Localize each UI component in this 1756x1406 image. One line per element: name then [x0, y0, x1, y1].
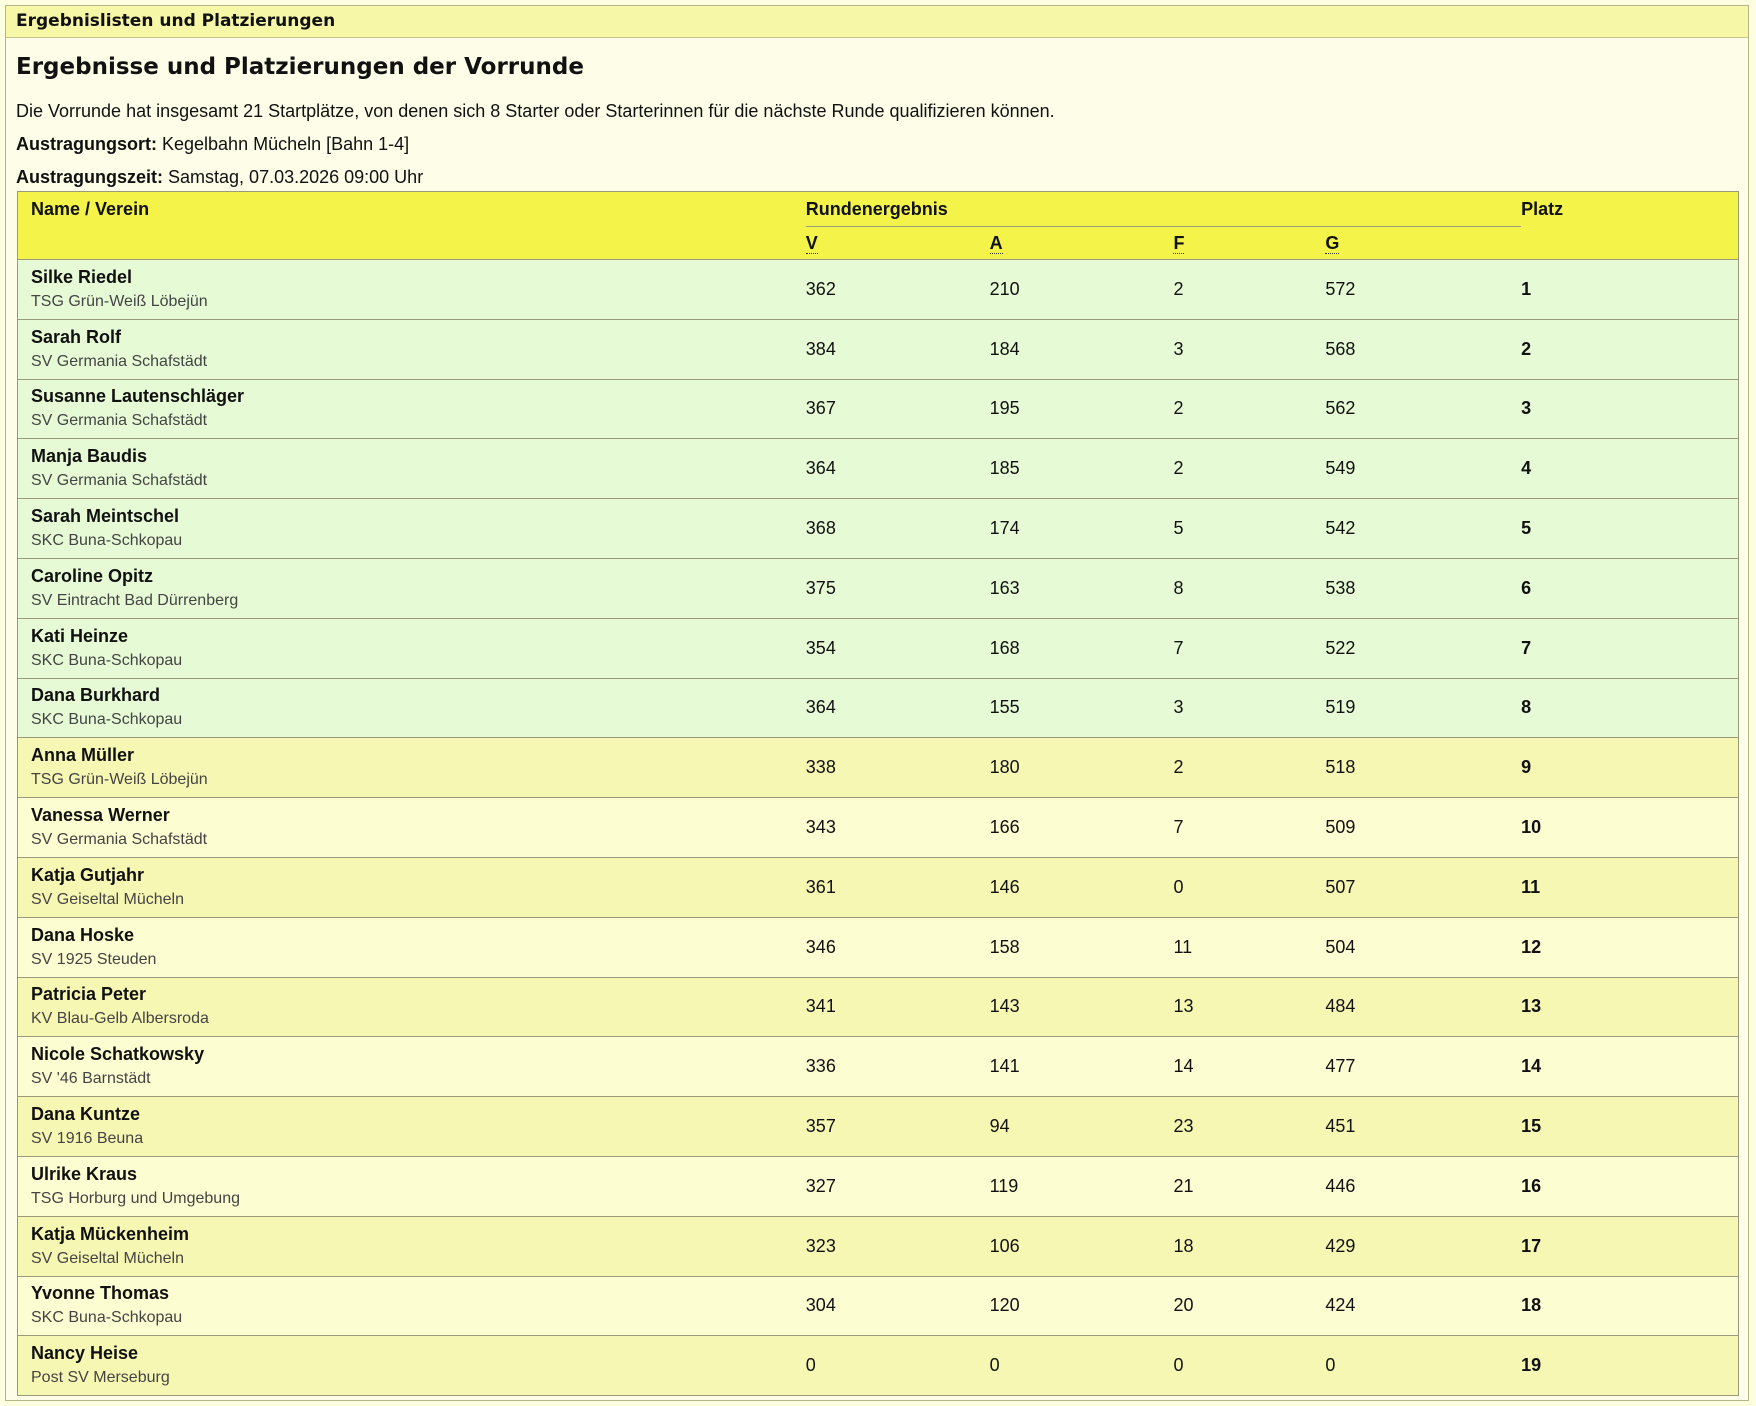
score-a: 210: [990, 260, 1174, 320]
participant-club: SV '46 Barnstädt: [31, 1070, 151, 1088]
name-club-cell: [18, 558, 806, 618]
score-g: 538: [1325, 558, 1521, 618]
rank: 3: [1521, 379, 1738, 439]
rank: 11: [1521, 857, 1738, 917]
table-row: [18, 678, 1739, 738]
name-club-cell: [18, 499, 806, 559]
name-club-cell: [18, 1037, 806, 1097]
abbr-g[interactable]: G: [1325, 232, 1340, 253]
name-club-cell: [18, 439, 806, 499]
name-club-cell: [18, 260, 806, 320]
rank: 12: [1521, 917, 1738, 977]
score-v: 361: [806, 857, 990, 917]
score-g: 522: [1325, 618, 1521, 678]
score-a: 141: [990, 1037, 1174, 1097]
score-f: 2: [1173, 260, 1325, 320]
score-f: 2: [1173, 738, 1325, 798]
panel-content: [6, 38, 1748, 194]
score-v: 0: [806, 1336, 990, 1396]
participant-club: TSG Horburg und Umgebung: [31, 1189, 240, 1207]
score-g: 542: [1325, 499, 1521, 559]
participant-club: TSG Grün-Weiß Löbejün: [31, 292, 208, 310]
table-row: [18, 558, 1739, 618]
score-a: 174: [990, 499, 1174, 559]
score-g: 429: [1325, 1216, 1521, 1276]
score-v: 368: [806, 499, 990, 559]
score-f: 2: [1173, 379, 1325, 439]
table-row: [18, 439, 1739, 499]
score-a: 184: [990, 319, 1174, 379]
header-g: [1325, 227, 1521, 260]
table-row: [18, 1097, 1739, 1157]
name-club-cell: [18, 738, 806, 798]
table-row: [18, 798, 1739, 858]
score-v: 384: [806, 319, 990, 379]
score-f: 23: [1173, 1097, 1325, 1157]
table-row: [18, 499, 1739, 559]
table-row: [18, 1156, 1739, 1216]
participant-name: Manja Baudis: [31, 446, 148, 467]
participant-name: Caroline Opitz: [31, 565, 154, 586]
name-club-cell: [18, 1336, 806, 1396]
score-v: 323: [806, 1216, 990, 1276]
score-v: 364: [806, 678, 990, 738]
header-round-result: [806, 192, 1521, 228]
participant-club: SV Germania Schafstädt: [31, 472, 208, 490]
score-g: 504: [1325, 917, 1521, 977]
score-v: 346: [806, 917, 990, 977]
name-club-cell: [18, 917, 806, 977]
participant-name: Sarah Rolf: [31, 326, 122, 347]
round-result-label: Rundenergebnis: [806, 192, 1521, 227]
rank: 6: [1521, 558, 1738, 618]
rank: 18: [1521, 1276, 1738, 1336]
round-description: Die Vorrunde hat insgesamt 21 Startplätze, von denen sich 8 Starter oder Starterinnen für die nächste Runde qualifizieren können.: [16, 101, 1055, 121]
results-panel: [5, 5, 1749, 1401]
score-g: 562: [1325, 379, 1521, 439]
score-f: 2: [1173, 439, 1325, 499]
score-f: 13: [1173, 977, 1325, 1037]
name-club-cell: [18, 319, 806, 379]
abbr-f[interactable]: F: [1173, 232, 1185, 253]
score-a: 163: [990, 558, 1174, 618]
participant-name: Dana Burkhard: [31, 685, 161, 706]
score-f: 3: [1173, 678, 1325, 738]
score-g: 507: [1325, 857, 1521, 917]
page-title: Ergebnisse und Platzierungen der Vorrunde: [16, 54, 584, 80]
score-v: 362: [806, 260, 990, 320]
score-f: 0: [1173, 1336, 1325, 1396]
participant-club: KV Blau-Gelb Albersroda: [31, 1010, 209, 1028]
rank: 8: [1521, 678, 1738, 738]
participant-name: Dana Hoske: [31, 924, 135, 945]
score-a: 143: [990, 977, 1174, 1037]
score-a: 180: [990, 738, 1174, 798]
time-label: Austragungszeit:: [16, 167, 164, 187]
abbr-v[interactable]: V: [805, 232, 818, 253]
score-a: 195: [990, 379, 1174, 439]
score-f: 11: [1173, 917, 1325, 977]
score-f: 5: [1173, 499, 1325, 559]
participant-club: SV Germania Schafstädt: [31, 352, 208, 370]
participant-name: Kati Heinze: [31, 625, 129, 646]
rank: 15: [1521, 1097, 1738, 1157]
score-f: 7: [1173, 618, 1325, 678]
score-f: 20: [1173, 1276, 1325, 1336]
participant-club: SV 1925 Steuden: [31, 950, 157, 968]
participant-name: Silke Riedel: [31, 266, 133, 287]
rank: 16: [1521, 1156, 1738, 1216]
score-v: 367: [806, 379, 990, 439]
score-a: 166: [990, 798, 1174, 858]
name-club-cell: [18, 1216, 806, 1276]
score-f: 0: [1173, 857, 1325, 917]
participant-name: Anna Müller: [31, 745, 135, 766]
results-body: [18, 260, 1739, 1396]
score-f: 14: [1173, 1037, 1325, 1097]
participant-name: Katja Mückenheim: [31, 1223, 190, 1244]
rank: 4: [1521, 439, 1738, 499]
participant-name: Dana Kuntze: [31, 1104, 141, 1125]
intro-block: [16, 95, 1738, 194]
name-club-cell: [18, 1097, 806, 1157]
name-club-cell: [18, 379, 806, 439]
score-g: 484: [1325, 977, 1521, 1037]
time-line: [16, 161, 1738, 194]
name-club-cell: [18, 1276, 806, 1336]
participant-club: SV Geiseltal Mücheln: [31, 890, 184, 908]
score-f: 3: [1173, 319, 1325, 379]
score-g: 0: [1325, 1336, 1521, 1396]
score-g: 509: [1325, 798, 1521, 858]
table-row: [18, 260, 1739, 320]
score-v: 327: [806, 1156, 990, 1216]
score-f: 8: [1173, 558, 1325, 618]
name-club-cell: [18, 977, 806, 1037]
table-row: [18, 618, 1739, 678]
participant-club: SKC Buna-Schkopau: [31, 532, 183, 550]
score-v: 357: [806, 1097, 990, 1157]
score-a: 185: [990, 439, 1174, 499]
table-header-row: [18, 192, 1739, 228]
score-v: 341: [806, 977, 990, 1037]
name-club-cell: [18, 1156, 806, 1216]
score-a: 168: [990, 618, 1174, 678]
participant-name: Katja Gutjahr: [31, 864, 145, 885]
score-a: 155: [990, 678, 1174, 738]
score-g: 519: [1325, 678, 1521, 738]
participant-name: Ulrike Kraus: [31, 1163, 138, 1184]
table-row: [18, 1276, 1739, 1336]
results-table: [17, 191, 1739, 1396]
score-a: 146: [990, 857, 1174, 917]
participant-club: SV Germania Schafstädt: [31, 831, 208, 849]
name-club-cell: [18, 678, 806, 738]
score-a: 0: [990, 1336, 1174, 1396]
score-a: 94: [990, 1097, 1174, 1157]
score-v: 304: [806, 1276, 990, 1336]
name-club-cell: [18, 798, 806, 858]
participant-name: Patricia Peter: [31, 984, 147, 1005]
participant-club: SKC Buna-Schkopau: [31, 651, 183, 669]
table-row: [18, 319, 1739, 379]
participant-club: SV 1916 Beuna: [31, 1130, 144, 1148]
score-a: 106: [990, 1216, 1174, 1276]
score-g: 477: [1325, 1037, 1521, 1097]
rank: 7: [1521, 618, 1738, 678]
table-row: [18, 1216, 1739, 1276]
participant-name: Nancy Heise: [31, 1343, 139, 1364]
table-row: [18, 379, 1739, 439]
rank: 2: [1521, 319, 1738, 379]
participant-club: SV Germania Schafstädt: [31, 412, 208, 430]
location-line: [16, 128, 1738, 161]
score-v: 343: [806, 798, 990, 858]
rank: 17: [1521, 1216, 1738, 1276]
participant-club: SV Eintracht Bad Dürrenberg: [31, 591, 239, 609]
score-a: 120: [990, 1276, 1174, 1336]
participant-club: SKC Buna-Schkopau: [31, 711, 183, 729]
score-g: 518: [1325, 738, 1521, 798]
table-row: [18, 738, 1739, 798]
name-club-cell: [18, 857, 806, 917]
table-row: [18, 977, 1739, 1037]
score-g: 568: [1325, 319, 1521, 379]
participant-club: SKC Buna-Schkopau: [31, 1309, 183, 1327]
table-row: [18, 857, 1739, 917]
participant-club: TSG Grün-Weiß Löbejün: [31, 771, 208, 789]
participant-name: Vanessa Werner: [31, 805, 170, 826]
score-v: 336: [806, 1037, 990, 1097]
score-g: 446: [1325, 1156, 1521, 1216]
participant-name: Nicole Schatkowsky: [31, 1044, 205, 1065]
table-row: [18, 917, 1739, 977]
score-g: 424: [1325, 1276, 1521, 1336]
rank: 1: [1521, 260, 1738, 320]
time-value: Samstag, 07.03.2026 09:00 Uhr: [163, 167, 424, 187]
rank: 5: [1521, 499, 1738, 559]
score-g: 451: [1325, 1097, 1521, 1157]
rank: 10: [1521, 798, 1738, 858]
participant-name: Sarah Meintschel: [31, 506, 180, 527]
participant-club: Post SV Merseburg: [31, 1369, 170, 1387]
name-club-cell: [18, 618, 806, 678]
header-platz: Platz: [1521, 192, 1738, 260]
header-name-club: Name / Verein: [18, 192, 806, 260]
rank: 13: [1521, 977, 1738, 1037]
rank: 9: [1521, 738, 1738, 798]
score-v: 354: [806, 618, 990, 678]
score-f: 21: [1173, 1156, 1325, 1216]
location-label: Austragungsort:: [16, 134, 157, 154]
score-v: 338: [806, 738, 990, 798]
header-f: [1173, 227, 1325, 260]
header-v: [806, 227, 990, 260]
score-a: 158: [990, 917, 1174, 977]
rank: 19: [1521, 1336, 1738, 1396]
participant-name: Yvonne Thomas: [31, 1283, 170, 1304]
score-v: 364: [806, 439, 990, 499]
score-f: 18: [1173, 1216, 1325, 1276]
score-f: 7: [1173, 798, 1325, 858]
panel-title: Ergebnislisten und Platzierungen: [6, 6, 1748, 38]
score-g: 572: [1325, 260, 1521, 320]
participant-name: Susanne Lautenschläger: [31, 386, 245, 407]
score-a: 119: [990, 1156, 1174, 1216]
score-g: 549: [1325, 439, 1521, 499]
table-row: [18, 1336, 1739, 1396]
participant-club: SV Geiseltal Mücheln: [31, 1249, 184, 1267]
abbr-a[interactable]: A: [989, 232, 1003, 253]
location-value: Kegelbahn Mücheln [Bahn 1-4]: [157, 134, 410, 154]
rank: 14: [1521, 1037, 1738, 1097]
score-v: 375: [806, 558, 990, 618]
header-a: [990, 227, 1174, 260]
table-row: [18, 1037, 1739, 1097]
